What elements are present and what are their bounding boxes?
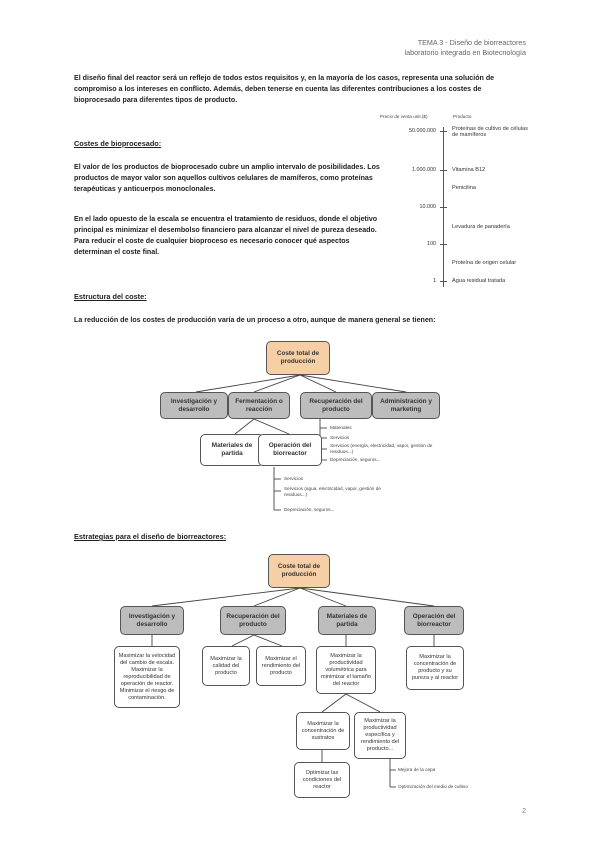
d2-strategy-rendimiento: Maximizar el rendimiento del producto bbox=[256, 646, 306, 686]
strategy-bullet: Mejora de la cepa bbox=[398, 767, 436, 772]
operation-bullet: Servicios bbox=[284, 476, 304, 481]
d2-box-recuperacion: Recuperación del producto bbox=[220, 606, 286, 635]
d2-strategy-productividad: Maximizar la productividad volumétrica para minimizar el tamaño del reactor bbox=[316, 646, 376, 694]
tick-value: 1.000.000 bbox=[412, 167, 436, 173]
intro-paragraph: El diseño final del reactor será un reflejo de todos estos requisitos y, en la mayoría de los casos, representa una solución de compromiso a los intereses en conflicto. Además, deben tenerse en cuenta las diferentes contribuciones a los costes de bioprocesado para diferentes tipos de producto. bbox=[74, 74, 495, 104]
d2-strategy-investigacion: Maximizar la velocidad del cambio de escala. Maximizar la reproducibilidad de operación de reactor. Minimizar el riesgo de contaminación. bbox=[114, 646, 180, 708]
d1-box-materiales: Materiales de partida bbox=[200, 434, 264, 466]
costes-paragraph-1: El valor de los productos de bioprocesado cubre un amplio intervalo de posibilidades. Los productos de mayor valor son aquellos cultivos celulares de mamíferos, como proteínas terapéuticas y anticuerpos monoclonales. bbox=[74, 163, 380, 193]
d2-strategy-operacion: Maximizar la concentración de producto y su pureza y al reactor bbox=[406, 646, 464, 690]
scale-col-price: Precio de venta unit.($) bbox=[380, 114, 428, 119]
header-subtitle: laboratorio integrado en Biotecnología bbox=[404, 48, 526, 57]
tick-label: Proteína de origen celular bbox=[452, 260, 517, 266]
scale-col-product: Producto bbox=[453, 114, 472, 119]
d1-box-investigacion: Investigación y desarrollo bbox=[160, 392, 228, 419]
tick-value: 1 bbox=[433, 278, 436, 284]
d2-strategy-calidad: Maximizar la calidad del producto bbox=[202, 646, 250, 686]
d2-box-investigacion: Investigación y desarrollo bbox=[120, 606, 184, 635]
estructura-paragraph: La reducción de los costes de producción varía de un proceso a otro, aunque de manera general se tienen: bbox=[74, 316, 436, 324]
recovery-bullet: Materiales bbox=[330, 425, 352, 430]
tick-value: 10.000 bbox=[419, 204, 436, 210]
recovery-bullet: Depreciación, seguros... bbox=[330, 457, 381, 462]
d1-box-recuperacion: Recuperación del producto bbox=[300, 392, 372, 419]
costes-paragraph-2: En el lado opuesto de la escala se encuentra el tratamiento de residuos, donde el objetivo principal es minimizar el desembolso financiero para alcanzar el nivel de pureza deseado. Para reducir el coste de cualquier bioproceso es necesario conocer qué aspectos determinan el coste final. bbox=[74, 215, 378, 256]
strategy-bullet: Optimización del medio de cultivo bbox=[398, 784, 468, 789]
d2-box-materiales: Materiales de partida bbox=[318, 606, 376, 635]
header-title: TEMA 3 - Diseño de biorreactores bbox=[417, 38, 526, 47]
d2-root-box: Coste total de producción bbox=[268, 554, 330, 588]
operation-bullet: Depreciación, seguros... bbox=[284, 507, 335, 512]
recovery-bullet: Servicios bbox=[330, 435, 350, 440]
tick-label: Agua residual tratada bbox=[452, 278, 506, 284]
tick-label: Proteínas de cultivo de células de mamíferos bbox=[452, 126, 528, 138]
tick-label: Penicilina bbox=[452, 185, 476, 191]
d1-box-fermentacion: Fermentación o reacción bbox=[228, 392, 290, 419]
tick-label: Vitamina B12 bbox=[452, 167, 486, 173]
d1-box-administracion: Administración y marketing bbox=[372, 392, 440, 419]
d1-box-operacion: Operación del biorreactor bbox=[258, 434, 322, 466]
d2-sub-productividad: Maximizar la productividad específica y rendimiento del producto... bbox=[354, 712, 406, 759]
section-title-estructura: Estructura del coste: bbox=[74, 292, 147, 301]
section-title-costes: Costes de bioprocesado: bbox=[74, 139, 162, 148]
operation-bullet: Servicios (agua, electricidad, vapor, gestión de residuos...) bbox=[284, 486, 381, 497]
d2-box-operacion: Operación del biorreactor bbox=[404, 606, 464, 635]
section-title-estrategias: Estrategias para el diseño de biorreactores: bbox=[74, 532, 227, 541]
tick-value: 50.000.000 bbox=[409, 128, 436, 134]
recovery-bullet: Servicios (energía, electricidad, vapor, gestión de residuos...) bbox=[330, 443, 433, 454]
tick-value: 100 bbox=[427, 241, 436, 247]
d1-root-box: Coste total de producción bbox=[266, 341, 330, 375]
d2-sub-concentracion: Maximizar la concentración de sustratos bbox=[296, 712, 350, 750]
page-number: 2 bbox=[522, 808, 526, 815]
tick-label: Levadura de panadería bbox=[452, 224, 510, 230]
d2-sub-condiciones: Optimizar las condiciones del reactor bbox=[294, 762, 350, 798]
